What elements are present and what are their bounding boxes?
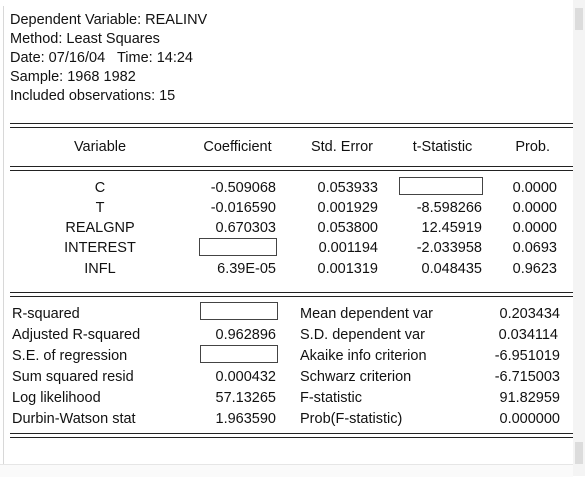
stat-schwarz-value: -6.715003	[494, 369, 560, 385]
equation-header	[10, 11, 207, 106]
row-t-t-statistic: -8.598266	[416, 200, 482, 216]
row-c-std-error: 0.053933	[317, 180, 378, 196]
stat-mean-dependent-value: 0.203434	[499, 306, 560, 322]
row-c-variable: C	[94, 180, 106, 196]
row-t-variable: T	[95, 200, 105, 216]
row-c-t-statistic-blank[interactable]	[399, 177, 483, 195]
included-observations-line: Included observations: 15	[10, 88, 176, 104]
vertical-scrollbar[interactable]	[573, 0, 585, 476]
method-line: Method: Least Squares	[10, 31, 160, 47]
row-infl-coefficient: 6.39E-05	[217, 261, 276, 277]
stat-durbin-watson-label: Durbin-Watson stat	[12, 411, 136, 427]
rule-mid-1	[10, 166, 575, 167]
stat-ssr-value: 0.000432	[215, 369, 276, 385]
scroll-down-arrow-icon[interactable]	[575, 442, 583, 464]
stat-log-likelihood-value: 57.13265	[215, 390, 276, 406]
stat-r-squared-blank[interactable]	[200, 302, 278, 320]
rule-bottom-1	[10, 292, 575, 293]
stat-f-statistic-label: F-statistic	[300, 390, 363, 406]
col-header-std-error: Std. Error	[310, 139, 374, 155]
row-infl-variable: INFL	[84, 261, 116, 277]
stat-mean-dependent-label: Mean dependent var	[300, 306, 434, 322]
row-realgnp-coefficient: 0.670303	[215, 220, 276, 236]
stat-se-regression-label: S.E. of regression	[12, 348, 128, 364]
row-t-std-error: 0.001929	[317, 200, 378, 216]
row-t-prob: 0.0000	[512, 200, 557, 216]
row-infl-prob: 0.9623	[512, 261, 557, 277]
stat-prob-f-label: Prob(F-statistic)	[300, 411, 403, 427]
stat-sd-dependent-label: S.D. dependent var	[300, 327, 425, 343]
stat-akaike-label: Akaike info criterion	[300, 348, 427, 364]
col-header-coefficient: Coefficient	[203, 139, 272, 155]
dependent-variable-line: Dependent Variable: REALINV	[10, 12, 208, 28]
stat-akaike-value: -6.951019	[494, 348, 560, 364]
col-header-variable: Variable	[73, 139, 127, 155]
scroll-up-arrow-icon[interactable]	[575, 8, 583, 30]
row-interest-prob: 0.0693	[512, 240, 557, 256]
col-header-t-statistic: t-Statistic	[412, 139, 473, 155]
rule-top-1	[10, 123, 575, 124]
row-interest-variable: INTEREST	[64, 240, 136, 256]
row-c-coefficient: -0.509068	[210, 180, 276, 196]
stat-r-squared-label: R-squared	[12, 306, 80, 322]
row-interest-std-error: 0.001194	[318, 240, 378, 256]
col-header-prob: Prob.	[515, 139, 550, 155]
rule-bottom-2	[10, 296, 575, 297]
rule-mid-2	[10, 170, 575, 171]
row-t-coefficient: -0.016590	[210, 200, 276, 216]
stat-se-regression-blank[interactable]	[200, 345, 278, 363]
date-time-line: Date: 07/16/04 Time: 14:24	[10, 50, 193, 66]
row-realgnp-variable: REALGNP	[65, 220, 135, 236]
stat-ssr-label: Sum squared resid	[12, 369, 134, 385]
stat-adj-r-squared-label: Adjusted R-squared	[12, 327, 141, 343]
stat-adj-r-squared-value: 0.962896	[215, 327, 276, 343]
rule-end-1	[10, 433, 575, 434]
row-realgnp-prob: 0.0000	[512, 220, 557, 236]
rule-end-2	[10, 437, 575, 438]
row-infl-std-error: 0.001319	[317, 261, 378, 277]
stat-log-likelihood-label: Log likelihood	[12, 390, 101, 406]
row-interest-coefficient-blank[interactable]	[199, 238, 277, 256]
horizontal-scrollbar[interactable]	[0, 464, 573, 477]
row-c-prob: 0.0000	[512, 180, 557, 196]
stat-durbin-watson-value: 1.963590	[215, 411, 276, 427]
sample-line: Sample: 1968 1982	[10, 69, 136, 85]
row-infl-t-statistic: 0.048435	[421, 261, 482, 277]
stat-schwarz-label: Schwarz criterion	[300, 369, 412, 385]
rule-top-2	[10, 127, 575, 128]
row-realgnp-std-error: 0.053800	[317, 220, 378, 236]
row-realgnp-t-statistic: 12.45919	[421, 220, 482, 236]
row-interest-t-statistic: -2.033958	[416, 240, 482, 256]
stat-sd-dependent-value: 0.034114	[498, 327, 558, 343]
stat-prob-f-value: 0.000000	[499, 411, 560, 427]
stat-f-statistic-value: 91.82959	[499, 390, 560, 406]
